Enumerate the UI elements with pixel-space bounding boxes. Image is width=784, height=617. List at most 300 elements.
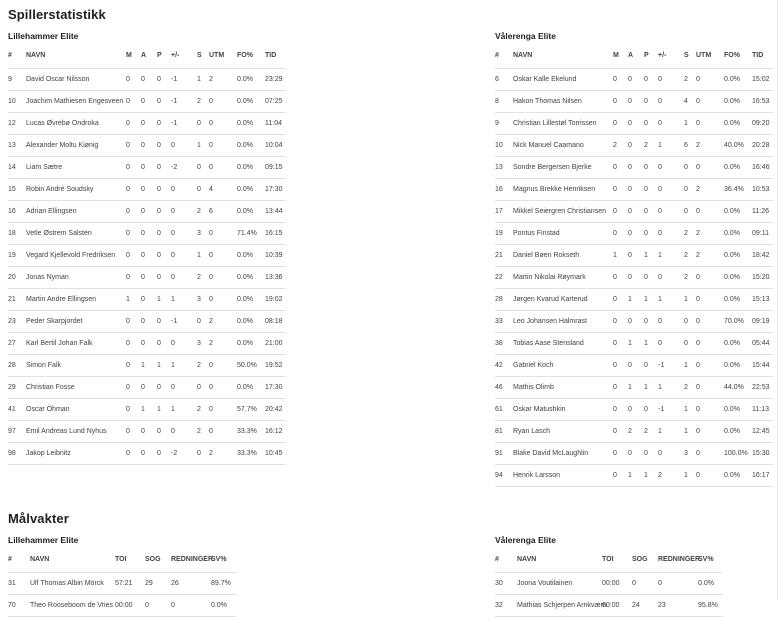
column-header: NAVN <box>30 550 115 573</box>
stat-cell: 15:20 <box>752 267 773 289</box>
stat-cell: 0.0% <box>211 595 236 617</box>
stat-cell: 46 <box>495 377 513 399</box>
stat-cell: 0 <box>644 311 658 333</box>
stat-cell: 0 <box>157 135 171 157</box>
player-name-cell: Daniel Bøen Rokseth <box>513 245 613 267</box>
stat-cell: 0 <box>628 267 644 289</box>
stat-cell: 0 <box>613 113 628 135</box>
stat-cell: 0 <box>171 377 197 399</box>
stat-cell: 36.4% <box>724 179 752 201</box>
table-row <box>495 377 773 399</box>
stat-cell: 1 <box>644 245 658 267</box>
player-name-cell: Christian Fosse <box>26 377 126 399</box>
stat-cell: 0.0% <box>724 355 752 377</box>
stat-cell: 0 <box>209 399 237 421</box>
stat-cell: 16:46 <box>752 157 773 179</box>
player-name-cell: Lucas Øvrebø Ondroka <box>26 113 126 135</box>
stat-cell: 23:29 <box>265 69 286 91</box>
stat-cell: 0 <box>696 377 724 399</box>
stat-cell: 0 <box>209 113 237 135</box>
table-row <box>495 69 773 91</box>
stat-cell: 0 <box>613 399 628 421</box>
table-row <box>495 355 773 377</box>
player-name-cell: Emil Andreas Lund Nyhus <box>26 421 126 443</box>
column-header: REDNINGER <box>171 550 211 573</box>
table-row <box>495 245 773 267</box>
stat-cell: 1 <box>197 69 209 91</box>
stat-cell: 0 <box>644 179 658 201</box>
stat-cell: 1 <box>684 289 696 311</box>
stat-cell: 15 <box>8 179 26 201</box>
column-header: # <box>495 46 513 69</box>
stat-cell: 1 <box>658 377 684 399</box>
stat-cell: 0 <box>684 201 696 223</box>
stat-cell: 33 <box>495 311 513 333</box>
stat-cell: 1 <box>628 377 644 399</box>
goalies-column-valerenga <box>495 535 775 617</box>
stat-cell: 0.0% <box>237 289 265 311</box>
stat-cell: 0 <box>197 179 209 201</box>
stat-cell: 0.0% <box>237 267 265 289</box>
stat-cell: 2 <box>197 355 209 377</box>
table-row <box>8 377 286 399</box>
stat-cell: 0 <box>141 377 157 399</box>
stat-cell: 0 <box>644 91 658 113</box>
stat-cell: 1 <box>628 333 644 355</box>
stat-cell: 81 <box>495 421 513 443</box>
player-name-cell: Mathis Olimb <box>513 377 613 399</box>
stat-cell: 0.0% <box>724 245 752 267</box>
stat-cell: 6 <box>209 201 237 223</box>
stat-cell: 0 <box>613 69 628 91</box>
player-name-cell: Oskar Kalle Ekelund <box>513 69 613 91</box>
player-name-cell: Mikkel Seiergren Christiansen <box>513 201 613 223</box>
column-header: # <box>8 550 30 573</box>
player-name-cell: Magnus Brekke Henriksen <box>513 179 613 201</box>
stat-cell: 50.0% <box>237 355 265 377</box>
players-section-title: Spillerstatistikk <box>8 7 106 22</box>
player-name-cell: Jørgen Kvarud Karterud <box>513 289 613 311</box>
stat-cell: 10 <box>8 91 26 113</box>
stat-cell: 91 <box>495 443 513 465</box>
stat-cell: 0 <box>197 311 209 333</box>
stat-cell: 0 <box>145 595 171 617</box>
stat-cell: 0 <box>696 91 724 113</box>
stat-cell: 24 <box>632 595 658 617</box>
stat-cell: 1 <box>684 113 696 135</box>
stat-cell: 0 <box>696 113 724 135</box>
stat-cell: 0 <box>658 267 684 289</box>
stat-cell: 08:18 <box>265 311 286 333</box>
player-name-cell: Ulf Thomas Albin Mörck <box>30 573 115 595</box>
stat-cell: 0 <box>157 421 171 443</box>
column-header: P <box>157 46 171 69</box>
stat-cell: 0 <box>126 201 141 223</box>
table-row <box>495 595 723 617</box>
column-header: SV% <box>211 550 236 573</box>
stat-cell: 0.0% <box>698 573 723 595</box>
stat-cell: 0.0% <box>237 311 265 333</box>
stat-cell: 1 <box>644 289 658 311</box>
stat-cell: 1 <box>197 245 209 267</box>
column-header: # <box>495 550 517 573</box>
column-header: S <box>197 46 209 69</box>
players-table-lillehammer <box>8 46 286 465</box>
column-header: NAVN <box>513 46 613 69</box>
stat-cell: 09:15 <box>265 157 286 179</box>
player-name-cell: Peder Skarpjordet <box>26 311 126 333</box>
player-name-cell: Theo Rooseboom de Vries <box>30 595 115 617</box>
table-header-row <box>495 550 723 573</box>
stat-cell: 0 <box>141 421 157 443</box>
stat-cell: 00:00 <box>602 573 632 595</box>
stat-cell: 13:44 <box>265 201 286 223</box>
player-name-cell: Liam Sætre <box>26 157 126 179</box>
stat-cell: 0 <box>658 157 684 179</box>
players-column-valerenga <box>495 31 775 487</box>
stat-cell: 05:44 <box>752 333 773 355</box>
stat-cell: 0 <box>126 443 141 465</box>
stat-cell: 2 <box>684 267 696 289</box>
stat-cell: 0 <box>644 223 658 245</box>
player-name-cell: Pontus Finstad <box>513 223 613 245</box>
stat-cell: 1 <box>658 135 684 157</box>
stat-cell: 27 <box>8 333 26 355</box>
stat-cell: 0 <box>209 223 237 245</box>
stat-cell: 0 <box>696 443 724 465</box>
column-header: UTM <box>209 46 237 69</box>
stat-cell: 0 <box>658 443 684 465</box>
stat-cell: -1 <box>171 91 197 113</box>
stat-cell: 1 <box>684 421 696 443</box>
stat-cell: 0 <box>613 355 628 377</box>
stat-cell: 2 <box>209 333 237 355</box>
stat-cell: 0 <box>141 311 157 333</box>
stat-cell: 1 <box>644 333 658 355</box>
stat-cell: 0 <box>628 223 644 245</box>
stat-cell: 0 <box>157 157 171 179</box>
stat-cell: 0 <box>141 113 157 135</box>
stat-cell: 0 <box>141 333 157 355</box>
table-row <box>8 91 286 113</box>
stat-cell: 0 <box>157 245 171 267</box>
stat-cell: 0 <box>696 69 724 91</box>
stat-cell: 42 <box>495 355 513 377</box>
stat-cell: 0 <box>696 311 724 333</box>
stat-cell: -2 <box>171 443 197 465</box>
table-row <box>8 69 286 91</box>
stat-cell: 0 <box>126 311 141 333</box>
stat-cell: 0 <box>157 201 171 223</box>
stat-cell: 0.0% <box>237 157 265 179</box>
stat-cell: 0 <box>209 157 237 179</box>
stat-cell: 2 <box>644 135 658 157</box>
table-header-row <box>8 550 236 573</box>
stat-cell: 8 <box>495 91 513 113</box>
player-name-cell: Joona Voutilainen <box>517 573 602 595</box>
stat-cell: 2 <box>197 201 209 223</box>
stat-cell: 0 <box>126 135 141 157</box>
column-header: REDNINGER <box>658 550 698 573</box>
player-name-cell: Vegard Kjellevold Fredriksen <box>26 245 126 267</box>
table-row <box>8 245 286 267</box>
stat-cell: 0 <box>171 333 197 355</box>
stat-cell: 09:11 <box>752 223 773 245</box>
stat-cell: 0 <box>209 355 237 377</box>
stat-cell: 40.0% <box>724 135 752 157</box>
stat-cell: 0 <box>613 179 628 201</box>
stat-cell: 0 <box>613 91 628 113</box>
stat-cell: 0 <box>658 179 684 201</box>
players-tables-row <box>8 31 775 487</box>
stat-cell: 0 <box>209 91 237 113</box>
table-row <box>495 399 773 421</box>
goalies-section-title: Målvakter <box>8 511 69 526</box>
stat-cell: 0 <box>126 157 141 179</box>
stat-cell: 60:00 <box>602 595 632 617</box>
stat-cell: 0 <box>658 91 684 113</box>
stat-cell: 0 <box>197 443 209 465</box>
stat-cell: 2 <box>696 135 724 157</box>
stat-cell: 1 <box>157 399 171 421</box>
goalies-table-lillehammer <box>8 550 236 617</box>
stat-cell: 0 <box>644 267 658 289</box>
stat-cell: 22 <box>495 267 513 289</box>
stat-cell: 0 <box>126 355 141 377</box>
stat-cell: 0 <box>171 135 197 157</box>
stat-cell: 0 <box>141 201 157 223</box>
stat-cell: 6 <box>684 135 696 157</box>
stat-cell: 0 <box>684 333 696 355</box>
stat-cell: 0 <box>157 311 171 333</box>
column-header: SOG <box>145 550 171 573</box>
stat-cell: 0 <box>658 311 684 333</box>
team-title: Lillehammer Elite <box>8 31 79 41</box>
table-row <box>495 421 773 443</box>
stat-cell: 0 <box>613 421 628 443</box>
stat-cell: 0 <box>126 91 141 113</box>
stat-cell: 0 <box>157 91 171 113</box>
stat-cell: 33.3% <box>237 443 265 465</box>
stat-cell: 0 <box>684 157 696 179</box>
stat-cell: 19 <box>495 223 513 245</box>
team-title: Vålerenga Elite <box>495 535 556 545</box>
table-row <box>495 311 773 333</box>
stat-cell: 0 <box>628 135 644 157</box>
stat-cell: 0 <box>171 421 197 443</box>
stat-cell: 33.3% <box>237 421 265 443</box>
stat-cell: 30 <box>495 573 517 595</box>
table-row <box>8 201 286 223</box>
stat-cell: 1 <box>684 399 696 421</box>
stat-cell: 0 <box>684 311 696 333</box>
stat-cell: 95.8% <box>698 595 723 617</box>
column-header: TOI <box>115 550 145 573</box>
stat-cell: 0.0% <box>724 399 752 421</box>
stat-cell: 0 <box>209 245 237 267</box>
player-name-cell: Tobias Aase Stensland <box>513 333 613 355</box>
stat-cell: 0.0% <box>724 223 752 245</box>
stat-cell: 1 <box>644 465 658 487</box>
stat-cell: 0.0% <box>237 333 265 355</box>
stat-cell: 23 <box>8 311 26 333</box>
stat-cell: 0 <box>613 267 628 289</box>
stat-cell: 0.0% <box>724 157 752 179</box>
player-name-cell: Alexander Moltu Kiønig <box>26 135 126 157</box>
stat-cell: 0 <box>696 421 724 443</box>
stat-cell: 32 <box>495 595 517 617</box>
stat-cell: 0.0% <box>724 69 752 91</box>
stat-cell: 4 <box>684 91 696 113</box>
stat-cell: 26 <box>171 573 211 595</box>
column-header: FO% <box>237 46 265 69</box>
table-row <box>495 201 773 223</box>
stat-cell: 97 <box>8 421 26 443</box>
stat-cell: 61 <box>495 399 513 421</box>
stat-cell: 2 <box>197 399 209 421</box>
table-row <box>495 573 723 595</box>
stat-cell: 57.7% <box>237 399 265 421</box>
table-row <box>8 223 286 245</box>
stat-cell: 0 <box>126 113 141 135</box>
stat-cell: 0 <box>126 223 141 245</box>
stat-cell: 0 <box>696 157 724 179</box>
stat-cell: 0 <box>141 223 157 245</box>
table-row <box>8 157 286 179</box>
stat-cell: 0 <box>696 333 724 355</box>
stat-cell: 0 <box>171 245 197 267</box>
table-row <box>495 267 773 289</box>
stat-cell: 2 <box>209 69 237 91</box>
stat-cell: 1 <box>644 377 658 399</box>
stat-cell: 4 <box>209 179 237 201</box>
stat-cell: 0 <box>126 267 141 289</box>
stat-cell: 09:19 <box>752 311 773 333</box>
stat-cell: 1 <box>613 245 628 267</box>
stat-cell: 15:44 <box>752 355 773 377</box>
stat-cell: 57:21 <box>115 573 145 595</box>
stat-cell: 0 <box>613 311 628 333</box>
stat-cell: 0 <box>209 377 237 399</box>
stat-cell: 20 <box>8 267 26 289</box>
stat-cell: 21 <box>8 289 26 311</box>
stat-cell: 2 <box>696 245 724 267</box>
table-header-row <box>8 46 286 69</box>
stat-cell: 0 <box>658 223 684 245</box>
stat-cell: 10 <box>495 135 513 157</box>
table-row <box>495 91 773 113</box>
stat-cell: 17:30 <box>265 179 286 201</box>
stat-cell: 0 <box>696 289 724 311</box>
column-header: S <box>684 46 696 69</box>
stat-cell: 1 <box>628 465 644 487</box>
page-edge-divider <box>777 0 778 600</box>
stat-cell: 41 <box>8 399 26 421</box>
table-row <box>8 421 286 443</box>
stat-cell: 0 <box>658 333 684 355</box>
stat-cell: 07:25 <box>265 91 286 113</box>
team-title: Vålerenga Elite <box>495 31 556 41</box>
stat-cell: 23 <box>658 595 698 617</box>
stat-cell: 0 <box>141 91 157 113</box>
stat-cell: 0.0% <box>237 113 265 135</box>
stat-cell: 0 <box>628 443 644 465</box>
stat-cell: 0 <box>613 201 628 223</box>
stat-cell: 3 <box>684 443 696 465</box>
player-name-cell: Martin Andre Ellingsen <box>26 289 126 311</box>
stat-cell: 0.0% <box>724 289 752 311</box>
stat-cell: 0 <box>644 113 658 135</box>
stat-cell: 19:52 <box>265 355 286 377</box>
stat-cell: 0 <box>126 399 141 421</box>
stat-cell: 2 <box>628 421 644 443</box>
player-name-cell: Mathias Schjerpen Arnkværn <box>517 595 602 617</box>
stat-cell: 3 <box>197 333 209 355</box>
stat-cell: 0.0% <box>724 113 752 135</box>
player-name-cell: Karl Bertil Johan Falk <box>26 333 126 355</box>
stat-cell: 2 <box>644 421 658 443</box>
stat-cell: 0.0% <box>724 465 752 487</box>
stat-cell: 2 <box>209 443 237 465</box>
stat-cell: 0 <box>171 267 197 289</box>
table-row <box>8 355 286 377</box>
stat-cell: 38 <box>495 333 513 355</box>
stat-cell: 17:30 <box>265 377 286 399</box>
stat-cell: 28 <box>495 289 513 311</box>
table-row <box>8 113 286 135</box>
stat-cell: 0.0% <box>724 333 752 355</box>
stat-cell: 1 <box>141 399 157 421</box>
stat-cell: 0 <box>209 289 237 311</box>
column-header: TID <box>265 46 286 69</box>
stat-cell: 0 <box>658 113 684 135</box>
stat-cell: 19:02 <box>265 289 286 311</box>
stat-cell: 0 <box>141 443 157 465</box>
stat-cell: 20:42 <box>265 399 286 421</box>
stat-cell: 1 <box>157 289 171 311</box>
table-row <box>495 465 773 487</box>
column-header: A <box>141 46 157 69</box>
stat-cell: 98 <box>8 443 26 465</box>
stat-cell: 0.0% <box>237 135 265 157</box>
stat-cell: 0 <box>209 421 237 443</box>
player-name-cell: Vetle Østrem Salsten <box>26 223 126 245</box>
table-row <box>8 179 286 201</box>
stat-cell: 2 <box>197 91 209 113</box>
stat-cell: 2 <box>696 179 724 201</box>
column-header: SOG <box>632 550 658 573</box>
stat-cell: -2 <box>171 157 197 179</box>
stat-cell: 11:13 <box>752 399 773 421</box>
stat-cell: 70.0% <box>724 311 752 333</box>
stat-cell: 1 <box>171 355 197 377</box>
player-name-cell: Joachim Mathiesen Engesveen <box>26 91 126 113</box>
stat-cell: 1 <box>658 289 684 311</box>
goalies-tables-row <box>8 535 775 617</box>
stat-cell: 1 <box>684 465 696 487</box>
table-row <box>8 333 286 355</box>
stat-cell: 100.0% <box>724 443 752 465</box>
stat-cell: 10:39 <box>265 245 286 267</box>
stat-cell: 0 <box>141 69 157 91</box>
stat-cell: 9 <box>8 69 26 91</box>
stat-cell: 0.0% <box>237 91 265 113</box>
players-table-valerenga <box>495 46 773 487</box>
stat-cell: 0 <box>197 157 209 179</box>
stat-cell: 0 <box>644 157 658 179</box>
stat-cell: 0 <box>141 179 157 201</box>
stat-cell: -1 <box>171 69 197 91</box>
